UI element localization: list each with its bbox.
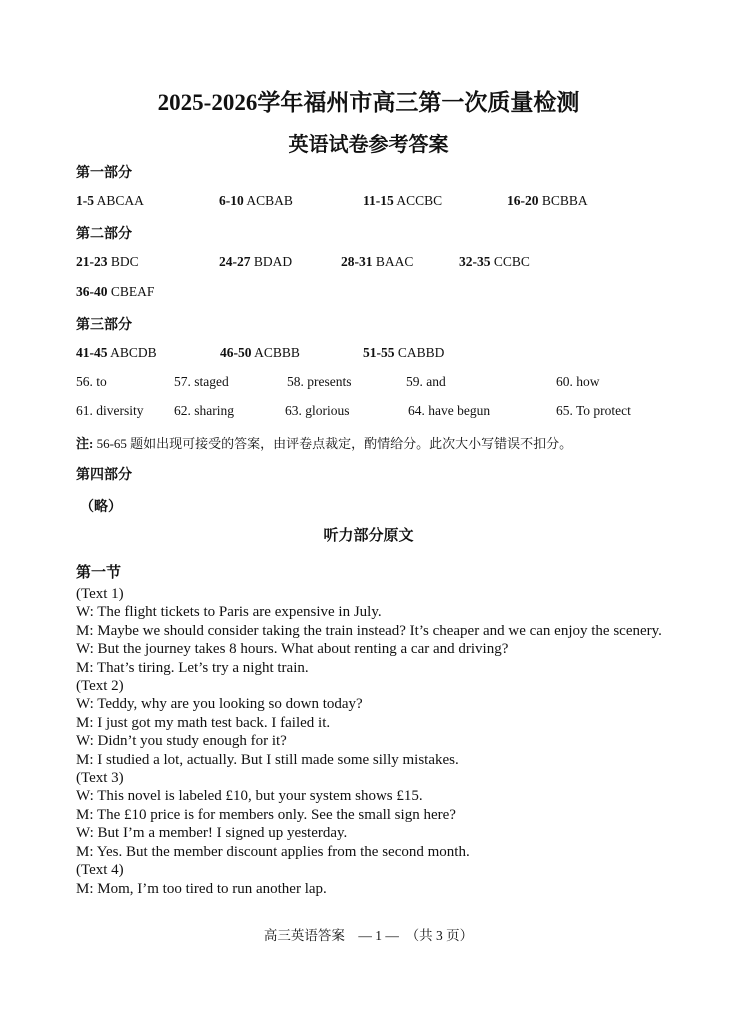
transcript bbox=[76, 585, 662, 898]
part1-heading: 第一部分 bbox=[76, 166, 132, 181]
transcript-line: W: But I’m a member! I signed up yesterday. bbox=[76, 825, 348, 842]
fill-answer: 58. presents bbox=[287, 374, 352, 389]
fill-answer: 61. diversity bbox=[76, 403, 144, 418]
note-label: 注: bbox=[76, 436, 94, 451]
answer-group bbox=[363, 193, 442, 209]
answers: CBEAF bbox=[110, 284, 155, 299]
range: 41-45 bbox=[76, 345, 108, 360]
fill-answer: 59. and bbox=[406, 374, 446, 389]
answer-group bbox=[341, 254, 413, 270]
listening-heading: 听力部分原文 bbox=[323, 528, 414, 544]
answers: CABBD bbox=[397, 345, 445, 360]
fill-answer: 64. have begun bbox=[408, 403, 491, 418]
range: 24-27 bbox=[219, 254, 251, 269]
answer-group bbox=[76, 345, 157, 361]
answer-group bbox=[219, 254, 292, 270]
transcript-line: (Text 4) bbox=[76, 862, 124, 879]
part4-content: （略） bbox=[80, 500, 122, 515]
transcript-line: (Text 1) bbox=[76, 586, 124, 602]
range: 28-31 bbox=[341, 254, 373, 269]
page-footer: 高三英语答案 — 1 — （共 3 页） bbox=[263, 928, 474, 943]
answer-group bbox=[76, 193, 144, 209]
fill-answer: 63. glorious bbox=[285, 403, 350, 418]
answers: ACCBC bbox=[396, 193, 443, 208]
range: 1-5 bbox=[76, 193, 94, 208]
fill-answer: 57. staged bbox=[174, 374, 229, 389]
document-subtitle: 英语试卷参考答案 bbox=[288, 134, 449, 156]
range: 51-55 bbox=[363, 345, 395, 360]
answers: ABCAA bbox=[96, 193, 144, 208]
answers: BDC bbox=[110, 254, 139, 269]
transcript-line: W: But the journey takes 8 hours. What about renting a car and driving? bbox=[76, 641, 509, 658]
note-text: 56-65 题如出现可接受的答案，由评卷点裁定，酌情给分。此次大小写错误不扣分。 bbox=[93, 436, 573, 451]
range: 21-23 bbox=[76, 254, 108, 269]
part2-heading: 第二部分 bbox=[76, 227, 132, 242]
answers: ACBBB bbox=[254, 345, 300, 360]
document-title: 2025-2026学年福州市高三第一次质量检测 bbox=[157, 90, 580, 115]
answer-group bbox=[363, 345, 444, 361]
transcript-line: M: That’s tiring. Let’s try a night train. bbox=[76, 659, 309, 676]
transcript-line: M: I just got my math test back. I failed it. bbox=[76, 714, 331, 731]
answers: ACBAB bbox=[246, 193, 293, 208]
transcript-line: M: Mom, I’m too tired to run another lap. bbox=[76, 880, 327, 897]
transcript-line: W: The flight tickets to Paris are expensive in July. bbox=[76, 604, 382, 621]
answer-group bbox=[220, 345, 300, 361]
section-heading: 第一节 bbox=[76, 565, 122, 581]
transcript-line: W: Teddy, why are you looking so down today? bbox=[76, 696, 363, 713]
range: 11-15 bbox=[363, 193, 394, 208]
range: 16-20 bbox=[507, 193, 539, 208]
part4-heading: 第四部分 bbox=[76, 468, 132, 483]
answer-group bbox=[459, 254, 530, 270]
range: 46-50 bbox=[220, 345, 252, 360]
range: 6-10 bbox=[219, 193, 244, 208]
transcript-line: (Text 2) bbox=[76, 678, 124, 695]
answer-group bbox=[76, 284, 154, 300]
answers: BAAC bbox=[375, 254, 414, 269]
transcript-line: M: Maybe we should consider taking the train instead? It’s cheaper and we can enjoy the scenery. bbox=[76, 622, 662, 639]
part3-heading: 第三部分 bbox=[76, 318, 132, 333]
answer-group bbox=[76, 254, 139, 270]
answers: CCBC bbox=[493, 254, 530, 269]
fill-answer: 60. how bbox=[556, 374, 600, 389]
range: 36-40 bbox=[76, 284, 108, 299]
transcript-line: M: The £10 price is for members only. See the small sign here? bbox=[76, 806, 456, 823]
fill-answer: 65. To protect bbox=[556, 403, 631, 418]
transcript-line: (Text 3) bbox=[76, 770, 124, 787]
fill-answer: 62. sharing bbox=[174, 403, 234, 418]
transcript-line: W: Didn’t you study enough for it? bbox=[76, 733, 287, 750]
note bbox=[76, 433, 572, 452]
range: 32-35 bbox=[459, 254, 491, 269]
fill-answer: 56. to bbox=[76, 374, 107, 389]
answers: ABCDB bbox=[110, 345, 157, 360]
transcript-line: W: This novel is labeled £10, but your system shows £15. bbox=[76, 788, 423, 805]
transcript-line: M: Yes. But the member discount applies from the second month. bbox=[76, 843, 470, 860]
answers: BCBBA bbox=[541, 193, 588, 208]
transcript-line: M: I studied a lot, actually. But I still made some silly mistakes. bbox=[76, 751, 459, 768]
answers: BDAD bbox=[253, 254, 293, 269]
answer-group bbox=[507, 193, 588, 209]
answer-group bbox=[219, 193, 293, 209]
